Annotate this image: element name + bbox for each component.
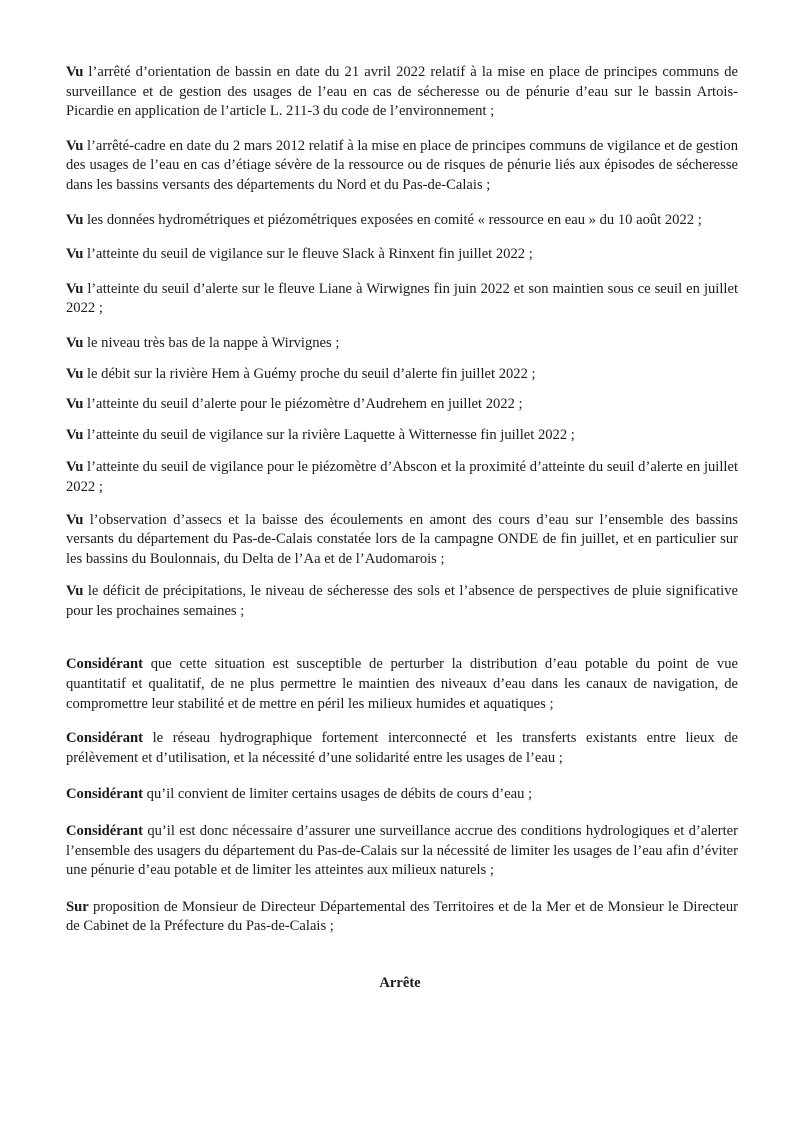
visa-keyword: Vu <box>66 459 84 476</box>
considerant-paragraph <box>66 655 738 714</box>
considerant-keyword: Considérant <box>66 730 144 747</box>
visa-text: l’arrêté d’orientation de bassin en date du 21 avril 2022 relatif à la mise en place de principes communs de surveillance et de gestion des usages de l’eau en cas de sécheresse ou de pénurie d’eau sur le bassin Artois-Picardie en application de l’article L. 211-3 du code de l’environnement ; <box>66 64 738 120</box>
visa-text: l’observation d’assecs et la baisse des écoulements en amont des cours d’eau sur l’ensemble des bassins versants du département du Pas-de-Calais constatée lors de la campagne ONDE de fin juillet, et en particulier sur les bassins du Boulonnais, du Delta de l’Aa et de l’Audomarois ; <box>66 511 738 567</box>
visa-keyword: Vu <box>66 211 84 228</box>
visa-keyword: Vu <box>66 334 84 351</box>
document-body <box>66 63 738 937</box>
visa-paragraph <box>66 334 738 354</box>
visa-text: le déficit de précipitations, le niveau de sécheresse des sols et l’absence de perspectives de pluie significative pour les prochaines semaines ; <box>66 583 738 619</box>
visa-text: l’atteinte du seuil de vigilance sur le fleuve Slack à Rinxent fin juillet 2022 ; <box>83 246 533 263</box>
considerant-paragraph <box>66 822 738 881</box>
visa-text: les données hydrométriques et piézométriques exposées en comité « ressource en eau » du 10 août 2022 ; <box>83 211 702 228</box>
visa-text: le niveau très bas de la nappe à Wirvignes ; <box>83 334 340 351</box>
visa-keyword: Vu <box>66 64 84 80</box>
visa-keyword: Vu <box>66 396 84 413</box>
considerant-keyword: Considérant <box>66 823 144 840</box>
considerant-paragraph <box>66 729 738 768</box>
visa-text: l’atteinte du seuil d’alerte sur le fleuve Liane à Wirwignes fin juin 2022 et son maintien sous ce seuil en juillet 2022 ; <box>66 280 738 317</box>
considerant-text: qu’il convient de limiter certains usages de débits de cours d’eau ; <box>143 786 533 803</box>
visa-keyword: Vu <box>66 280 84 297</box>
visa-paragraph <box>66 63 738 122</box>
visa-text: l’atteinte du seuil de vigilance sur la rivière Laquette à Witternesse fin juillet 2022 ; <box>83 426 575 443</box>
proposition-keyword: Sur <box>66 898 89 915</box>
considerant-keyword: Considérant <box>66 786 144 803</box>
decision-title: Arrête <box>379 975 421 991</box>
visa-paragraph <box>66 582 738 621</box>
visa-text: l’atteinte du seuil d’alerte pour le piézomètre d’Audrehem en juillet 2022 ; <box>83 396 523 413</box>
proposition-paragraph <box>66 898 738 937</box>
visa-paragraph <box>66 426 738 446</box>
considerant-keyword: Considérant <box>66 656 144 673</box>
considerant-paragraph <box>66 785 738 805</box>
considerant-text: le réseau hydrographique fortement interconnecté et les transferts existants entre lieux de prélèvement et d’utilisation, et la nécessité d’une solidarité entre les usages de l’eau ; <box>66 730 738 766</box>
visa-paragraph <box>66 511 738 570</box>
considerant-text: que cette situation est susceptible de perturber la distribution d’eau potable du point de vue quantitatif et qualitatif, de ne plus permettre le maintien des niveaux d’eau dans les canaux de navigation, de compromettre leur stabilité et de mettre en péril les milieux humides et aquatiques ; <box>66 656 738 712</box>
visa-paragraph <box>66 395 738 415</box>
visa-paragraph <box>66 245 738 265</box>
visa-keyword: Vu <box>66 583 84 600</box>
visa-keyword: Vu <box>66 137 84 154</box>
visa-text: l’atteinte du seuil de vigilance pour le piézomètre d’Abscon et la proximité d’atteinte du seuil d’alerte en juillet 2022 ; <box>66 459 738 495</box>
visa-keyword: Vu <box>66 246 84 263</box>
visa-text: l’arrêté-cadre en date du 2 mars 2012 relatif à la mise en place de principes communs de vigilance et de gestion des usages de l’eau en cas d’étiage sévère de la ressource ou de risques de pénurie liés aux épisodes de sécheresse dans les bassins versants des départements du Nord et du Pas-de-Calais ; <box>66 137 738 193</box>
visa-paragraph <box>66 280 738 319</box>
visa-keyword: Vu <box>66 426 84 443</box>
visa-keyword: Vu <box>66 511 84 528</box>
visa-paragraph <box>66 211 738 231</box>
considerant-text: qu’il est donc nécessaire d’assurer une surveillance accrue des conditions hydrologiques et d’alerter l’ensemble des usagers du département du Pas-de-Calais sur la nécessité de limiter les usages de l’eau afin d’éviter une pénurie d’eau potable et de limiter les atteintes aux milieux naturels ; <box>66 823 738 879</box>
visa-paragraph <box>66 137 738 196</box>
visa-keyword: Vu <box>66 365 84 382</box>
visa-text: le débit sur la rivière Hem à Guémy proche du seuil d’alerte fin juillet 2022 ; <box>83 365 536 382</box>
visa-paragraph <box>66 365 738 385</box>
visa-paragraph <box>66 458 738 497</box>
proposition-text: proposition de Monsieur de Directeur Départemental des Territoires et de la Mer et de Monsieur le Directeur de Cabinet de la Préfecture du Pas-de-Calais ; <box>66 898 738 935</box>
